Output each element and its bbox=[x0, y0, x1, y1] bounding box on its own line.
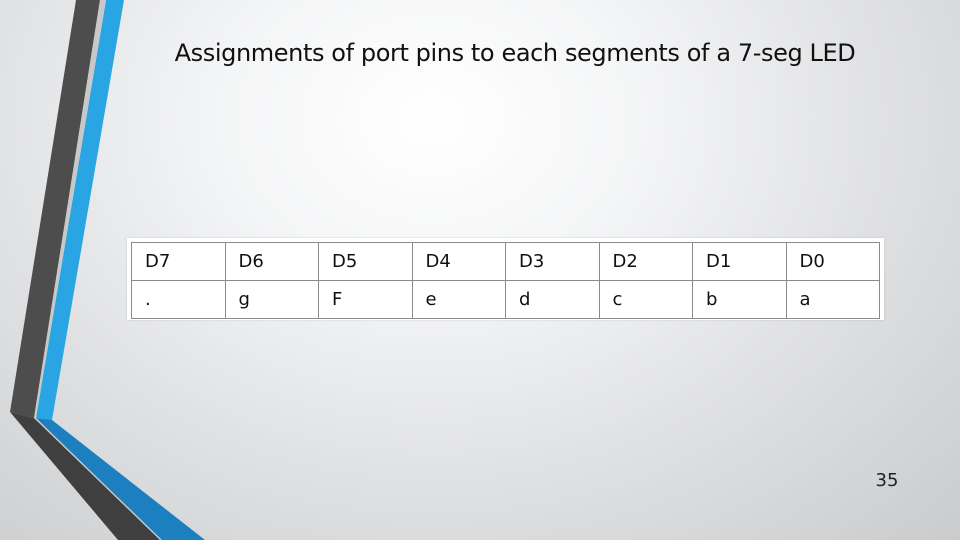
table-cell: F bbox=[319, 281, 413, 319]
table-cell: D5 bbox=[319, 243, 413, 281]
table-cell: D6 bbox=[225, 243, 319, 281]
table-cell: D3 bbox=[506, 243, 600, 281]
table-cell: D0 bbox=[786, 243, 880, 281]
table-cell: c bbox=[599, 281, 693, 319]
table-row bbox=[132, 243, 880, 281]
gray-stripe-diagonal bbox=[10, 412, 160, 540]
light-gap-diagonal bbox=[34, 418, 162, 540]
table-cell: b bbox=[693, 281, 787, 319]
table-cell: a bbox=[786, 281, 880, 319]
table-cell: D4 bbox=[412, 243, 506, 281]
table-cell: d bbox=[506, 281, 600, 319]
table-cell: D7 bbox=[132, 243, 226, 281]
table-cell: D2 bbox=[599, 243, 693, 281]
slide-title: Assignments of port pins to each segments of a 7-seg LED bbox=[174, 39, 856, 67]
pin-assignment-table-container bbox=[127, 238, 884, 320]
table-cell: . bbox=[132, 281, 226, 319]
table-cell: D1 bbox=[693, 243, 787, 281]
table-cell: g bbox=[225, 281, 319, 319]
pin-assignment-table bbox=[131, 242, 880, 319]
table-row bbox=[132, 281, 880, 319]
page-number: 35 bbox=[875, 470, 899, 491]
table-cell: e bbox=[412, 281, 506, 319]
